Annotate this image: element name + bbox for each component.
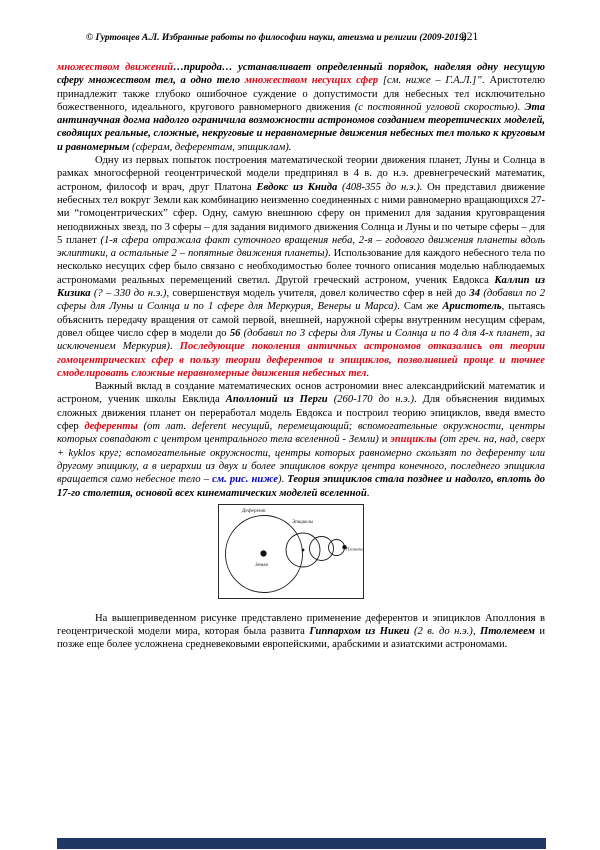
text-run: . (169, 341, 180, 353)
footer-bar (57, 838, 546, 849)
figure-label-epicycles: Эпициклы (292, 519, 314, 525)
text-run: (408-355 до н.э.). (337, 181, 423, 193)
page-number: 221 (461, 31, 479, 43)
text-run: и (378, 434, 391, 446)
text-run: Важный вклад в создание математических основ астрономии внес александрийский математик и астроном, ученик школы Евклида (57, 381, 545, 406)
text-run: (добавил по 3 сферы для Луны и Солнца и по 4 для 4-х планет, за исключением Меркурия) (57, 327, 545, 353)
text-run: см. рис. ниже (212, 474, 278, 486)
header-title: © Гуртовцев А.Л. Избранные работы по философии науки, атеизма и религии (2009-2019) (86, 33, 467, 43)
text-run: ) (277, 474, 282, 486)
text-run: (от греч. на, над, сверх + kyklos круг; вспомогательные окружности, центры которых равномерно скользят по деференту или другому эпициклу, а в иерархии из двух и более эпициклов вокруг центра конечного, последнего эпицикла вращается само небесное тело – (57, 434, 545, 486)
text-run: эпициклы (390, 434, 437, 446)
text-run: . Для объяснения видимых сложных движения планет он переработал модель Евдокса и построил теорию эпициклов, введя вместо сфер (57, 394, 545, 433)
text-run: (от лат. deferent несущий, перемещающий; вспомогательные окружности, центры которых совпадают с центром центрального тела вселенной - Земли) (57, 421, 546, 446)
text-run: Эта антинаучная догма надолго ограничила возможности астрономов созданием теоретических моделей, сводящих реальные, сложные, некруговые и неравномерные движения небесных тел только к круговым и равномерным (57, 101, 546, 153)
text-run: . Сам же (397, 301, 443, 313)
epicycle-diagram (218, 504, 365, 600)
text-run: , пытаясь объяснить передачу вращения от самой первой, внешней, наружной сферы внутренним несущим сферам, довел общее число сфер в модели до (57, 301, 545, 339)
text-run: и позже еще более усложнена средневековыми европейскими, арабскими и азиатскими астрономами. (57, 626, 546, 651)
text-run: (сферам, деферентам, эпициклам). (129, 141, 292, 153)
body-paragraph (57, 61, 545, 154)
text-run: (? – 330 до н.э.) (90, 288, 167, 300)
text-run: . (281, 474, 288, 486)
body-paragraph (57, 154, 545, 380)
text-run: . Использование для каждого небесного тела по несколько несущих сфер было связано с необходимостью более точного описания моделью наблюдаемых астрономами реальных перемещений светил. Другой греческий астроном, ученик Евдокса (57, 248, 545, 286)
page-header (0, 33, 600, 49)
text-run: Одну из первых попыток построения математической теории движения планет, Луны и Солнца в рамках многосферной геоцентрической модели предпринял в 4 в. до н.э. древнегреческий математик, астроном, философ и врач, друг Платона (57, 155, 545, 193)
text-run: Теория эпициклов стала позднее и надолго, вплоть до 17-го столетия, основой всех кинематических моделей вселенной (57, 474, 545, 499)
text-run: Последующие поколения античных астрономов отказались от теории гомоцентрических сфер в пользу теории деферентов и эпициклов, позволившей проще и точнее смоделировать сложные неравномерные движения небесных тел (57, 341, 545, 379)
epicycle-figure (218, 504, 365, 600)
text-run: . (517, 101, 525, 113)
text-run: 34 (469, 288, 481, 300)
figure-label-deferent: Деферент (242, 507, 266, 514)
text-run: Он представил движение небесных тел вокруг Земли как комбинацию неизменно соединенных с ними равномерно вращающихся 27-ми “гомоцентрических” сфер. Одну, самую внешнюю сферу он применил для задания круговращения неподвижных звезд, по 3 сферы – для задания видимого движения Солнца и Луны и по четыре сферы – для 5 планет (57, 181, 545, 246)
text-run: множеством несущих сфер (244, 75, 379, 87)
text-run: Гиппархом из Никеи (309, 626, 410, 638)
body-paragraph (57, 612, 545, 652)
text-run: …природа… устанавливает определенный порядок, наделяя одну несущую сферу множеством тел, а одно тело (57, 62, 545, 87)
text-run: (добавил по 2 сферы для Луны и Солнца и по 1 сфере для Меркурия, Венеры и Марса) (57, 288, 545, 313)
text-run: Аристотель (442, 301, 502, 313)
text-run: Птолемеем (479, 626, 535, 638)
text-run: , (472, 626, 480, 638)
figure-label-earth: Земля (255, 561, 268, 568)
figure-label-planet: Планета (346, 546, 364, 552)
text-run: (260-170 до н.э.) (327, 394, 414, 406)
text-run: (с постоянной угловой скоростью) (354, 101, 518, 113)
text-run: деференты (84, 421, 138, 433)
text-run: Аристотелю принадлежит также глубоко ошибочное суждение о допустимости для небесных тел исключительно божественного, идеального, кругового равномерного движения (57, 75, 545, 113)
document-body (57, 61, 545, 652)
body-paragraph (57, 380, 545, 500)
text-run: , совершенствуя модель учителя, довел количество сфер в ней до (166, 288, 470, 300)
text-run: множеством движений (57, 62, 174, 73)
text-run: . (366, 367, 369, 379)
earth-dot (260, 550, 266, 556)
text-run: . (366, 487, 370, 499)
text-run: На вышеприведенном рисунке представлено применение деферентов и эпициклов Аполлония в геоцентрической модели мира, которая была развита (57, 612, 545, 638)
text-run: (2 в. до н.э.) (409, 626, 473, 638)
text-run: Аполлоний из Перги (225, 394, 328, 406)
text-run: Евдокс из Книда (256, 181, 338, 193)
text-run: (1-я сфера отражала факт суточного вращения неба, 2-я – годового движения планеты вдоль эклиптики, а остальные 2 – попятные движения планеты) (57, 234, 545, 260)
epicycle-center-dot (302, 548, 305, 551)
text-run: 56 (229, 327, 241, 339)
text-run: Каллип из Кизика (57, 274, 546, 300)
text-run: [см. ниже – Г.А.Л.]”. (378, 75, 485, 87)
